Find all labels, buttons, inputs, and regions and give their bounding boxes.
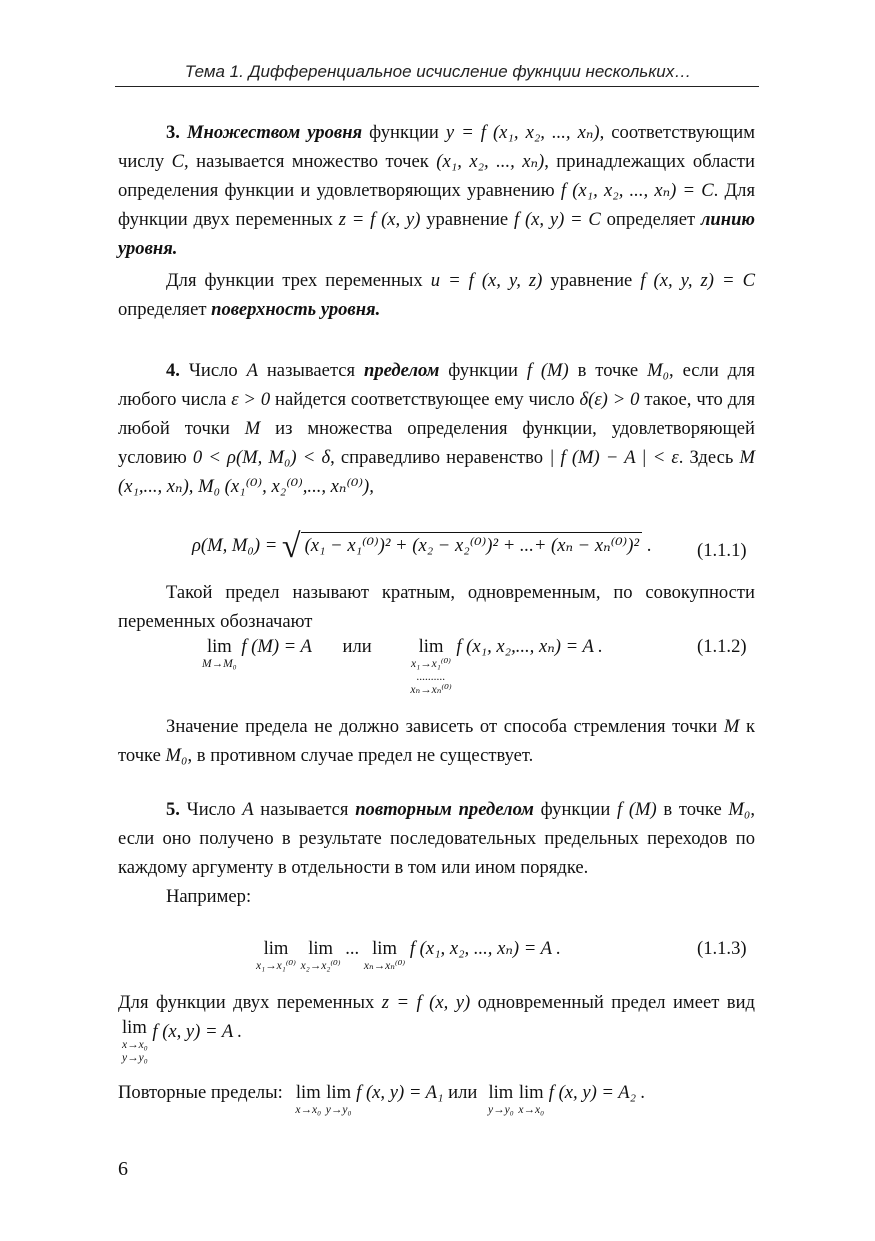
limit-operator: lim x→x₀ y→y₀	[122, 1017, 148, 1064]
limit-operator: lim M→M₀	[202, 636, 237, 670]
section-4	[118, 356, 755, 501]
running-header: Тема 1. Дифференциальное исчисление фукнции нескольких…	[184, 62, 692, 81]
radicand: (x₁ − x₁⁽⁰⁾)² + (x₂ − x₂⁽⁰⁾)² + ...+ (xₙ − xₙ⁽⁰⁾)²	[301, 532, 642, 557]
section-3-definition: 3. Множеством уровня функции y = f (x₁, x₂, ..., xₙ), соответствующим числу C, называется множество точек (x₁, x₂, ..., xₙ), принадлежащих области определения функции и удовлетворяющих уравнению f (x₁, x₂, ..., xₙ) = C. Для функции двух переменных z = f (x, y) уравнение f (x, y) = C определяет линию уровня.	[118, 122, 756, 259]
term-iterated-limit: повторным пределом	[355, 799, 534, 820]
formula: z = f (x, y)	[338, 209, 421, 230]
section-3-surface: Для функции трех переменных u = f (x, y, z) уравнение f (x, y, z) = C определяет поверхность уровня.	[118, 270, 755, 320]
formula: u = f (x, y, z)	[430, 270, 543, 291]
limit-operator: lim xₙ→xₙ⁽⁰⁾	[363, 938, 406, 972]
formula: f (x₁, x₂, ..., xₙ) = C	[560, 180, 714, 201]
equation-number: (1.1.3)	[697, 938, 747, 959]
section-3	[118, 118, 755, 324]
header-rule	[115, 86, 759, 87]
limit-operator: lim x₁→x₁⁽⁰⁾	[256, 938, 296, 972]
limit-operator: lim y→y₀	[325, 1082, 352, 1116]
sqrt-icon: √	[281, 528, 301, 565]
section-5-definition: 5. Число A называется повторным пределом функции f (M) в точке M₀, если оно получено в результате последовательных предельных переходов по каждому аргументу в отдельности в том или ином порядке.	[118, 799, 756, 878]
limit-operator: lim x₂→x₂⁽⁰⁾	[300, 938, 341, 972]
section-4-note: Значение предела не должно зависеть от способа стремления точки M к точке M₀, в противном случае предел не существует.	[118, 716, 755, 766]
equation-1-1-3: lim x₁→x₁⁽⁰⁾ lim x₂→x₂⁽⁰⁾ ... lim xₙ→xₙ⁽⁰⁾ f (x₁, x₂, ..., xₙ) = A .	[256, 938, 561, 972]
section-5-two-variables: Для функции двух переменных z = f (x, y) одновременный предел имеет вид lim x→x₀ y→y₀ f (x, y) = A .	[118, 992, 755, 1064]
limit-operator: lim x→x₀	[518, 1082, 545, 1116]
equation-1-1-2: lim M→M₀ f (M) = A или lim x₁→x₁⁽⁰⁾ .......... xₙ→xₙ⁽⁰⁾ f (x₁, x₂,..., xₙ) = A .	[202, 636, 603, 696]
term-level-surface: поверхность уровня.	[211, 299, 381, 320]
example-label: Например:	[166, 886, 252, 907]
limit-operator: lim x₁→x₁⁽⁰⁾ .......... xₙ→xₙ⁽⁰⁾	[410, 636, 452, 696]
section-4-multiple-limit: Такой предел называют кратным, одновременным, по совокупности переменных обозначают	[118, 582, 755, 632]
equation-1-1-1: ρ(M, M₀) = √ (x₁ − x₁⁽⁰⁾)² + (x₂ − x₂⁽⁰⁾)² + ...+ (xₙ − xₙ⁽⁰⁾)² .	[192, 528, 652, 565]
iterated-limits-line: Повторные пределы: lim x→x₀ lim y→y₀ f (x, y) = A₁ или lim y→y₀ lim x→x₀ f (x, y) = A₂ .	[118, 1082, 646, 1116]
section-4-definition: 4. Число A называется пределом функции f (M) в точке M₀, если для любого числа ε > 0 найдется соответствующее ему число δ(ε) > 0 такое, что для любой точки M из множества определения функции, удовлетворяющей условию 0 < ρ(M, M₀) < δ, справедливо неравенство | f (M) − A | < ε. Здесь M (x₁,..., xₙ), M₀ (x₁⁽⁰⁾, x₂⁽⁰⁾,..., xₙ⁽⁰⁾),	[118, 360, 756, 497]
term-level-set: Множеством уровня	[187, 122, 363, 143]
formula: f (x, y, z) = C	[640, 270, 755, 291]
term-level-line: линию уровня.	[118, 209, 755, 259]
formula: y = f (x₁, x₂, ..., xₙ)	[445, 122, 600, 143]
term-limit: пределом	[364, 360, 440, 381]
limit-operator: lim y→y₀	[488, 1082, 514, 1116]
formula: f (x, y) = C	[513, 209, 601, 230]
equation-number: (1.1.2)	[697, 636, 747, 657]
formula: (x₁, x₂, ..., xₙ)	[436, 151, 545, 172]
page-number: 6	[118, 1158, 128, 1180]
limit-operator: lim x→x₀	[295, 1082, 322, 1116]
section-5	[118, 795, 755, 911]
equation-number: (1.1.1)	[697, 540, 747, 561]
